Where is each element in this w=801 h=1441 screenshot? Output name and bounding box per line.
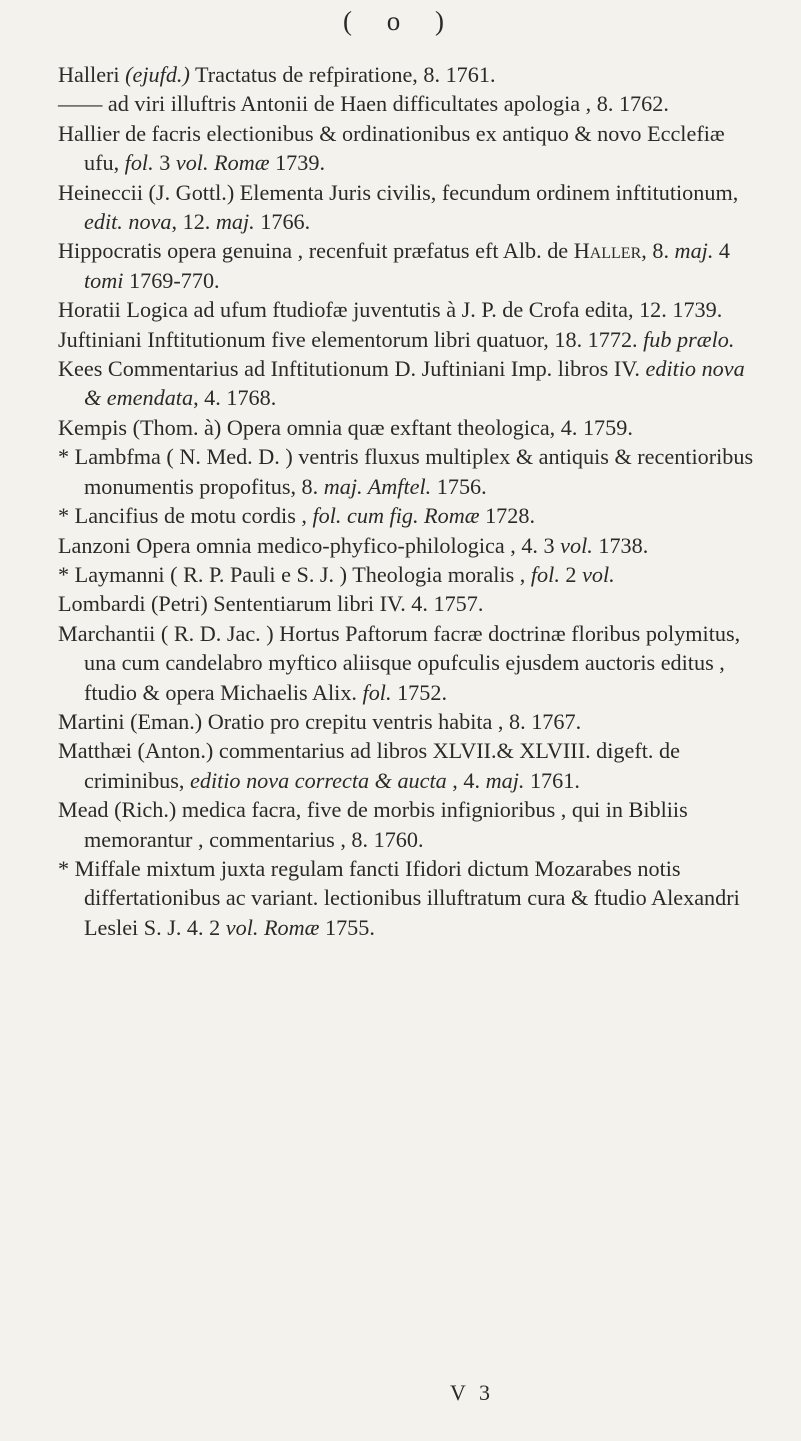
catalog-entry bbox=[58, 589, 765, 618]
entry-text-segment: , 4. 1768. bbox=[193, 385, 277, 411]
catalog-entry bbox=[58, 413, 765, 442]
entry-text-segment: 3 bbox=[153, 150, 176, 176]
entry-text-segment: , 8. bbox=[641, 238, 675, 264]
entry-text-segment: 1756. bbox=[431, 473, 487, 499]
entry-text-segment: Horatii Logica ad ufum ftudiofæ juventutis à J. P. de Crofa edita, 12. 1739. bbox=[58, 297, 723, 323]
catalog-entry bbox=[58, 89, 765, 118]
entry-text-segment: Tractatus de refpiratione, 8. 1761. bbox=[189, 62, 496, 87]
entry-text-segment: tomi bbox=[84, 267, 124, 293]
entry-text-segment: maj. bbox=[674, 238, 714, 264]
catalog-entry bbox=[58, 736, 765, 795]
entry-text-segment: Juftiniani Inftitutionum five elementorum libri quatuor, 18. 1772. bbox=[58, 326, 644, 352]
entry-text-segment: , 12. bbox=[171, 209, 216, 235]
entry-text-segment: 4 bbox=[713, 238, 736, 264]
entry-text-segment: vol. Romæ bbox=[175, 150, 270, 176]
page-number-header: ( o ) bbox=[343, 6, 458, 36]
entry-text-segment: Mead (Rich.) medica facra, five de morbis infignioribus , qui in Bibliis memorantur , commentarius , 8. 1760. bbox=[58, 797, 694, 852]
entry-text-segment: Haller bbox=[573, 238, 642, 264]
catalog-entry bbox=[58, 295, 765, 324]
entry-text-segment: Hallier de facris electionibus & ordinationibus ex antiquo & novo Ecclefiæ ufu, bbox=[58, 120, 731, 176]
entry-text-segment: Matthæi (Anton.) commentarius ad libros XLVII.& XLVIII. digeft. de criminibus, bbox=[58, 738, 686, 793]
catalog-entry bbox=[58, 325, 765, 354]
catalog-entry bbox=[58, 354, 765, 413]
entry-text-segment: vol. bbox=[582, 561, 615, 587]
catalog-entry bbox=[58, 501, 765, 530]
signature-mark: V 3 bbox=[450, 1380, 494, 1405]
entry-text-segment: Halleri bbox=[58, 62, 126, 87]
entry-text-segment: (ejufd.) bbox=[125, 62, 190, 87]
entry-text-segment: 1728. bbox=[479, 503, 535, 529]
catalog-entries bbox=[0, 60, 801, 942]
entry-text-segment: —— ad viri illuftris Antonii de Haen difficultates apologia , 8. 1762. bbox=[58, 91, 669, 117]
catalog-entry bbox=[58, 619, 765, 707]
entry-text-segment: maj. bbox=[215, 209, 255, 235]
entry-text-segment: 1752. bbox=[391, 679, 447, 705]
entry-text-segment: 2 bbox=[559, 561, 583, 587]
entry-text-segment: maj. Amftel. bbox=[323, 473, 432, 499]
catalog-entry bbox=[58, 119, 765, 178]
entry-text-segment: Lombardi (Petri) Sententiarum libri IV. 4. 1757. bbox=[58, 591, 484, 617]
entry-text-segment: 1738. bbox=[592, 532, 649, 558]
entry-text-segment: editio nova & emendata bbox=[84, 356, 751, 411]
entry-text-segment: Martini (Eman.) Oratio pro crepitu ventris habita , 8. 1767. bbox=[58, 708, 582, 734]
entry-text-segment: vol. Romæ bbox=[225, 914, 320, 940]
catalog-entry bbox=[58, 531, 765, 560]
entry-text-segment: Kees Commentarius ad Inftitutionum D. Juftiniani Imp. libros IV. bbox=[58, 356, 646, 382]
catalog-entry bbox=[58, 560, 765, 589]
entry-text-segment: * Lambfma ( N. Med. D. ) ventris fluxus multiplex & antiquis & recentioribus monumentis propofitus, 8. bbox=[58, 444, 759, 499]
entry-text-segment: edit. nova bbox=[84, 209, 172, 235]
entry-text-segment: 1755. bbox=[319, 914, 375, 940]
entry-text-segment: , 4. bbox=[446, 767, 486, 793]
entry-text-segment: fol. bbox=[530, 561, 560, 587]
entry-text-segment: fub prælo. bbox=[643, 326, 735, 352]
entry-text-segment: vol. bbox=[560, 532, 593, 558]
entry-text-segment: editio nova correcta & aucta bbox=[190, 767, 447, 793]
entry-text-segment: Lanzoni Opera omnia medico-phyfico-philologica , 4. 3 bbox=[58, 532, 561, 558]
catalog-entry bbox=[58, 795, 765, 854]
entry-text-segment: * Lancifius de motu cordis , bbox=[58, 503, 313, 529]
entry-text-segment: fol. bbox=[362, 679, 392, 705]
entry-text-segment: * Miffale mixtum juxta regulam fancti Ifidori dictum Mozarabes notis differtationibus ac variant. lectionibus illuftratum cura & ftudio Alexandri Leslei S. J. 4. 2 bbox=[58, 855, 746, 940]
entry-text-segment: maj. bbox=[485, 767, 525, 793]
entry-text-segment: Heineccii (J. Gottl.) Elementa Juris civilis, fecundum ordinem inftitutionum, bbox=[58, 179, 744, 205]
entry-text-segment: * Laymanni ( R. P. Pauli e S. J. ) Theologia moralis , bbox=[58, 561, 531, 587]
entry-text-segment: 1739. bbox=[269, 150, 325, 176]
entry-text-segment: 1769-770. bbox=[123, 267, 220, 293]
catalog-entry bbox=[58, 178, 765, 237]
catalog-entry bbox=[58, 854, 765, 942]
entry-text-segment: Hippocratis opera genuina , recenfuit præfatus eft Alb. de bbox=[58, 238, 574, 264]
catalog-entry bbox=[58, 707, 765, 736]
entry-text-segment: fol. cum fig. Romæ bbox=[312, 503, 480, 529]
entry-text-segment: 1766. bbox=[254, 209, 311, 235]
entry-text-segment: Marchantii ( R. D. Jac. ) Hortus Paftorum facræ doctrinæ floribus polymitus, una cum candelabro myftico aliisque opufculis ejusdem auctoris editus , ftudio & opera Michaelis Alix. bbox=[58, 620, 746, 705]
catalog-entry bbox=[58, 442, 765, 501]
entry-text-segment: fol. bbox=[124, 150, 154, 176]
catalog-entry bbox=[58, 60, 765, 89]
entry-text-segment: Kempis (Thom. à) Opera omnia quæ exftant theologica, 4. 1759. bbox=[58, 414, 633, 440]
entry-text-segment: 1761. bbox=[524, 767, 580, 793]
catalog-entry bbox=[58, 236, 765, 295]
